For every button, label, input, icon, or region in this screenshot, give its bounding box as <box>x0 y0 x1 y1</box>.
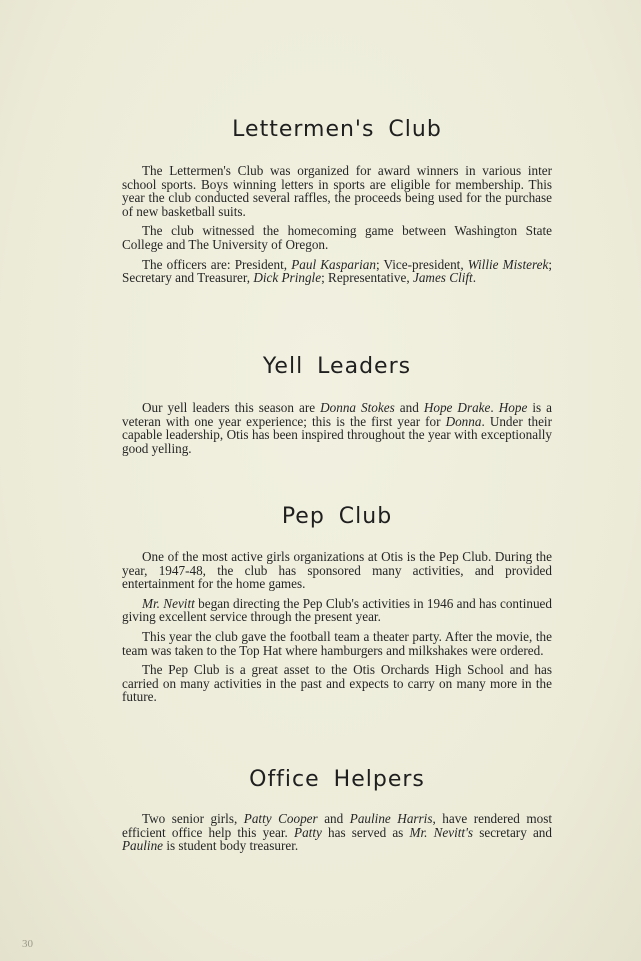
lettermens-paragraph-1: The Lettermen's Club was organized for award winners in various inter school sports. Boys winning letters in sports are eligible for membership. This year the club conducted several raffles, the proceeds being used for the purchase of new basketball suits. <box>122 163 552 219</box>
page-number: 30 <box>22 938 33 950</box>
lettermens-paragraph-3 <box>122 258 552 285</box>
pep-paragraph-1: One of the most active girls organizations at Otis is the Pep Club. During the year, 1947-48, the club has sponsored many activities, and provided entertainment for the home games. <box>122 549 552 592</box>
advisor-name: Mr. Nevitt <box>142 595 195 611</box>
officers-text: ; Representative, <box>321 270 413 286</box>
officers-text: ; Vice-president, <box>375 256 468 272</box>
office-helpers-title: Office Helpers <box>249 767 425 792</box>
office-text: has served as <box>321 824 410 840</box>
pep-club-title: Pep Club <box>281 504 393 529</box>
office-helpers-paragraph <box>122 812 552 853</box>
pep-text: began directing the Pep Club's activities in 1946 and has continued giving excellent service through the present year. <box>122 595 552 625</box>
mr-nevitt-name: Mr. Nevitt's <box>409 824 474 840</box>
yell-leaders-section <box>122 354 552 461</box>
yell-leaders-title: Yell Leaders <box>262 354 412 379</box>
representative-name: James Clift <box>412 270 473 286</box>
helper-name-1: Patty Cooper <box>243 811 318 826</box>
secretary-name: Dick Pringle <box>253 270 322 286</box>
office-text: is student body treasurer. <box>163 838 299 854</box>
donna-name: Donna <box>445 413 482 429</box>
pep-paragraph-4: The Pep Club is a great asset to the Otis Orchards High School and has carried on many activities in the past and expects to carry on many more in the future. <box>122 662 552 705</box>
yell-text: and <box>394 400 424 415</box>
pep-paragraph-2 <box>122 597 552 624</box>
patty-name: Patty <box>294 824 322 840</box>
lettermens-club-title: Lettermen's Club <box>232 117 442 142</box>
office-text: secretary and <box>473 824 552 840</box>
yell-text: is a veteran with one year experience; this is the first year for <box>122 400 553 429</box>
office-helpers-section <box>122 767 552 859</box>
pauline-name: Pauline <box>122 838 164 854</box>
president-name: Paul Kasparian <box>291 256 376 272</box>
officers-text: The officers are: President, <box>142 256 292 272</box>
lettermens-paragraph-2: The club witnessed the homecoming game between Washington State College and The University of Oregon. <box>122 223 552 252</box>
pep-paragraph-3: This year the club gave the football team a theater party. After the movie, the team was taken to the Top Hat where hamburgers and milkshakes were ordered. <box>122 628 552 658</box>
office-text: , have rendered most efficient office help this year. <box>122 811 552 840</box>
officers-text: . <box>472 270 476 286</box>
hope-name: Hope <box>498 400 528 415</box>
office-text: and <box>317 811 350 826</box>
officers-text: ; Secretary and Treasurer, <box>122 256 552 286</box>
vice-president-name: Willie Misterek <box>467 256 549 272</box>
lettermens-club-section <box>122 117 552 291</box>
yell-text: Our yell leaders this season are <box>142 400 321 415</box>
helper-name-2: Pauline Harris <box>349 811 433 826</box>
leader-name-1: Donna Stokes <box>320 400 395 415</box>
yell-text: . Under their capable leadership, Otis has been inspired throughout the year with exceptionally good yelling. <box>122 413 552 456</box>
yell-text: . <box>490 400 499 415</box>
pep-club-section <box>122 504 552 710</box>
yell-leaders-paragraph <box>122 401 552 455</box>
leader-name-2: Hope Drake <box>423 400 491 415</box>
office-text: Two senior girls, <box>142 811 244 826</box>
